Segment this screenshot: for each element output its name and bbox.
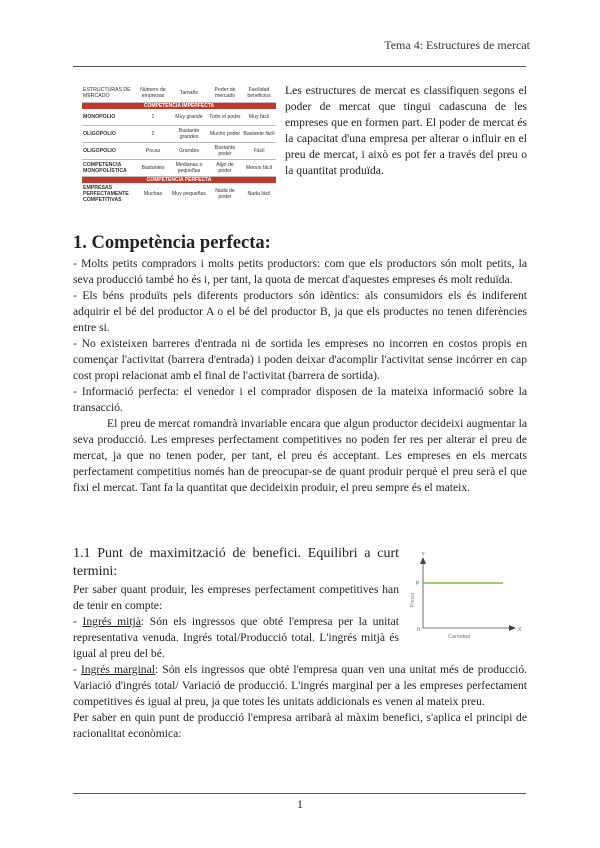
table-cell: Muy fácil <box>242 109 276 126</box>
table-row <box>82 109 276 126</box>
table-cell: Medianas o pequeñas <box>170 160 208 177</box>
table-cell: Mucho poder <box>208 126 242 143</box>
y-axis-label: Y <box>421 552 425 558</box>
table-cell: Bastante poder <box>208 143 242 160</box>
header-rule <box>73 66 526 67</box>
table-cell: MONOPOLIO <box>82 109 136 126</box>
body-paragraph: Per saber quant produir, les empreses perfectament competitives han de tenir en compte: <box>73 583 399 612</box>
section1-body <box>73 256 527 496</box>
table-cell: Algo de poder <box>208 160 242 177</box>
section11-left <box>73 582 399 662</box>
definition-text: : Són els ingressos que obté l'empresa per la unitat representativa venuda. Ingrés total/Producció total. L'ingrés mitjà és igual al preu del bé. <box>73 615 399 660</box>
table-cell: Bastante fácil <box>242 126 276 143</box>
definition-text: : Són els ingressos que obté l'empresa quan ven una unitat més de producció. Variació d'ingrés total/ Variació de producció. L'ingrés marginal per a les empreses perfectament competitives és igual al preu, ja que totes les unitats addicionals es venen al mateix preu. <box>73 663 528 708</box>
bullet-item: - Informació perfecta: el venedor i el comprador disposen de la mateixa informació sobre la transacció. <box>73 385 527 414</box>
subsection-title: 1.1 Punt de maximització de benefici. Equilibri a curt termini: <box>73 546 399 579</box>
table-header-cell: Poder de mercado <box>208 84 242 103</box>
footer-rule <box>73 793 526 794</box>
table-cell: Muy pequeñas <box>171 191 207 197</box>
x-axis-arrow <box>509 625 516 631</box>
section11-full <box>73 662 527 742</box>
price-quantity-chart <box>403 552 523 644</box>
x-axis-label: X <box>518 627 522 633</box>
table-cell: 1 <box>136 109 170 126</box>
table-row <box>82 183 276 205</box>
table-cell: Todo el poder <box>208 109 242 126</box>
intro-paragraph: Les estructures de mercat es classifiquen segons el poder de mercat que tingui cadascuna de les empreses que en formen part. El poder de mercat és la capacitat d'una empresa per alterar o influir en el preu de mercat, i això es pot fer a través del preu o la quantitat produïda. <box>285 84 527 177</box>
y-title: Precio <box>410 592 416 607</box>
term-ingres-mitja: Ingrés mitjà <box>82 615 141 628</box>
table-cell: OLIGOPOLIO <box>82 143 136 160</box>
band-perfect: COMPETENCIA PERFECTA <box>82 177 276 184</box>
body-paragraph: Per saber en quin punt de producció l'empresa arribarà al màxim benefici, s'aplica el principi de racionalitat econòmica: <box>73 711 527 740</box>
bullet-item: - No existeixen barreres d'entrada ni de sortida les empreses no incorren en costos propis en començar l'activitat (barrera d'entrada) i poden deixar d'acomplir l'activitat sense incórrer en cap cost propi relacionat amb el final de l'activitat (barrera de sortida). <box>73 337 527 382</box>
table-row <box>82 143 276 160</box>
band-imperfect: COMPETENCIA IMPERFECTA <box>82 103 276 110</box>
y-axis-arrow <box>420 557 426 564</box>
section-title: 1. Competència perfecta: <box>73 233 271 253</box>
table-row <box>82 126 276 143</box>
table-header-cell: ESTRUCTURAS DE MERCADO <box>82 84 136 103</box>
table-cell: Nada de poder <box>215 188 235 200</box>
table-header-cell: Tamaño <box>170 84 208 103</box>
table-cell: Muchas <box>143 191 163 197</box>
table-header-cell: Número de empresas <box>136 84 170 103</box>
market-structures-table <box>82 84 276 205</box>
table-cell: Bastantes <box>136 160 170 177</box>
body-paragraph: El preu de mercat romandrà invariable encara que algun productor decideixi augmentar la seva producció. Les empreses perfectament competitives no poden fer res per alterar el preu de mercat, ja que no tenen poder, per tant, el preu és acceptant. Les empreses en els mercats perfectament competitius només han de preocupar-se de quant produir perquè el preu serà el que fixi el mercat. Tant fa la quantitat que decideixin produir, el preu sempre és el mateix. <box>73 417 527 494</box>
origin-label: 0 <box>417 627 420 633</box>
table-header-cell: Facilidad beneficios <box>242 84 276 103</box>
bullet-item: - Molts petits compradors i molts petits productors: com que els productors són molt petits, la seva producció també ho és i, per tant, la quota de mercat d'aquestes empreses és molt reduïda. <box>73 257 527 286</box>
table-cell: COMPETENCIA MONOPOLÍSTICA <box>82 160 136 177</box>
table-cell: Pocas <box>136 143 170 160</box>
table-cell: OLIGOPOLIO <box>82 126 136 143</box>
definition-ingres-mitja: - Ingrés mitjà: Són els ingressos que obté l'empresa per la unitat representativa venuda. Ingrés total/Producció total. L'ingrés mitjà és igual al preu del bé. <box>73 615 399 660</box>
table-cell: EMPRESAS PERFECTAMENTE COMPETITIVAS <box>83 185 129 203</box>
page-number: 1 <box>297 797 303 811</box>
table-cell: Menos fácil <box>242 160 276 177</box>
bullet-item: - Els béns produïts pels diferents productors són idèntics: als consumidors els és indiferent adquirir el bé del productor A o el bé del productor B, ja que els productes no tenen diferències entre si. <box>73 289 527 334</box>
table-cell: Fácil <box>242 143 276 160</box>
table-cell: Nada fácil <box>247 191 271 197</box>
table-cell: Bastante grandes <box>170 126 208 143</box>
table-row <box>82 160 276 177</box>
table-header-row <box>82 84 276 103</box>
term-ingres-marginal: Ingrés marginal <box>80 663 155 676</box>
table-cell: 2 <box>136 126 170 143</box>
x-title: Cantidad <box>448 634 471 640</box>
table-cell: Grandes <box>170 143 208 160</box>
header-title: Tema 4: Estructures de mercat <box>384 38 530 52</box>
table-cell: Muy grande <box>170 109 208 126</box>
definition-ingres-marginal: - Ingrés marginal: Són els ingressos que obté l'empresa quan ven una unitat més de producció. Variació d'ingrés total/ Variació de producció. L'ingrés marginal per a les empreses perfectament competitives és igual al preu, ja que totes les unitats addicionals es venen al mateix preu. <box>73 663 528 708</box>
price-tick-label: P <box>416 581 420 587</box>
